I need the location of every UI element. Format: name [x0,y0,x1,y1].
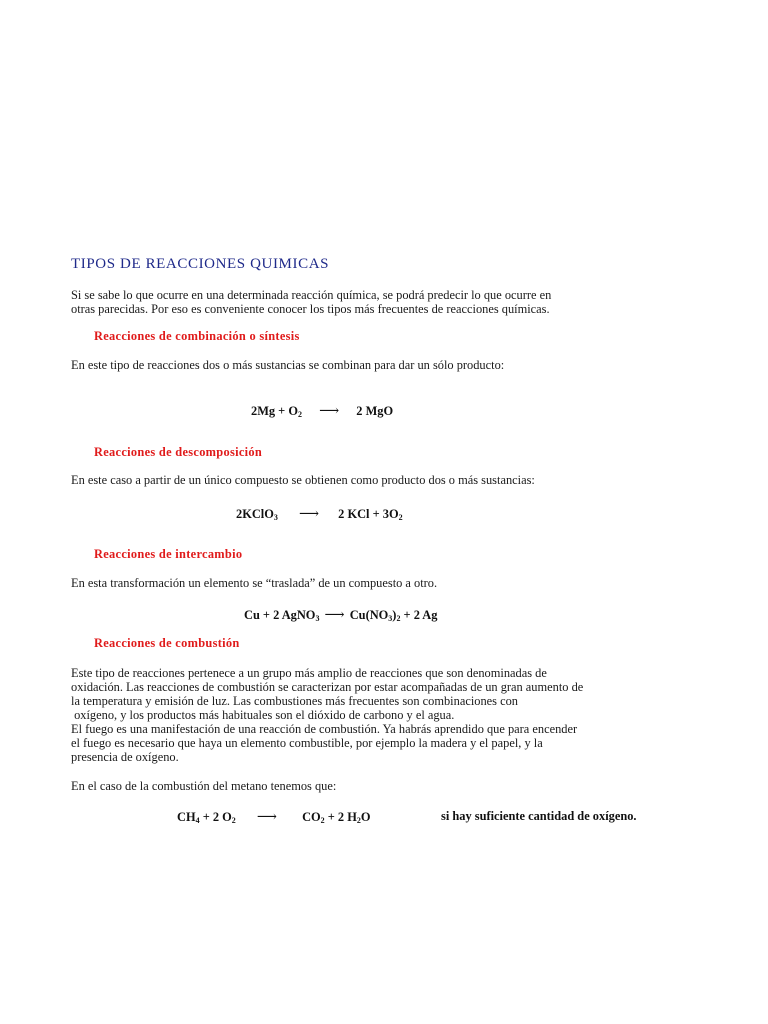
section-text-synthesis: En este tipo de reacciones dos o más sustancias se combinan para dar un sólo producto: [71,358,505,372]
equation-rhs: ) [392,608,397,622]
subscript: 2 [396,614,401,623]
combustion-line: oxidación. Las reacciones de combustión se caracterizan por estar acompañadas de un gran aumento de [71,680,584,694]
equation-rhs: + 2 Ag [400,608,438,622]
subscript: 4 [195,816,200,825]
methane-intro: En el caso de la combustión del metano tenemos que: [71,779,337,793]
equation-rhs: 2 KCl + 3O [338,507,399,521]
combustion-line: presencia de oxígeno. [71,750,179,764]
equation-combustion [177,809,371,826]
equation-exchange [244,607,437,624]
section-text-decomposition: En este caso a partir de un único compuesto se obtienen como producto dos o más sustancias: [71,473,535,487]
combustion-line: la temperatura y emisión de luz. Las combustiones más frecuentes son combinaciones con [71,694,518,708]
combustion-line: El fuego es una manifestación de una reacción de combustión. Ya habrás aprendido que para encender [71,722,578,736]
equation-rhs: + 2 H [324,810,357,824]
subscript: 2 [231,816,236,825]
section-heading-decomposition: Reacciones de descomposición [94,445,263,459]
equation-rhs: O [360,810,371,824]
section-heading-combustion: Reacciones de combustión [94,636,240,650]
combustion-line: oxígeno, y los productos más habituales son el dióxido de carbono y el agua. [71,708,455,722]
subscript: 2 [320,816,325,825]
equation-rhs: Cu(NO [349,608,389,622]
reaction-arrow: ⟶ [319,404,340,419]
reaction-arrow: ⟶ [324,608,345,623]
subscript: 2 [398,513,403,522]
intro-line: Si se sabe lo que ocurre en una determinada reacción química, se podrá predecir lo que ocurre en [71,288,552,302]
page-title: TIPOS DE REACCIONES QUIMICAS [71,256,330,272]
subscript: 3 [388,614,393,623]
intro-line: otras parecidas. Por eso es conveniente conocer los tipos más frecuentes de reacciones químicas. [71,302,550,316]
equation-lhs: 2KClO [236,507,274,521]
equation-lhs: Cu + 2 AgNO [244,608,316,622]
section-heading-synthesis: Reacciones de combinación o síntesis [94,329,300,343]
equation-lhs: + 2 O [199,810,232,824]
equation-lhs: 2Mg + O [251,404,298,418]
subscript: 3 [273,513,278,522]
combustion-line: el fuego es necesario que haya un elemento combustible, por ejemplo la madera y el papel, y la [71,736,543,750]
subscript: 2 [297,410,302,419]
section-text-combustion [71,666,711,764]
equation-lhs: CH [177,810,196,824]
reaction-arrow: ⟶ [256,810,277,825]
equation-synthesis [251,403,393,420]
combustion-condition-note: si hay suficiente cantidad de oxígeno. [441,809,637,823]
section-heading-exchange: Reacciones de intercambio [94,547,243,561]
reaction-arrow: ⟶ [298,507,320,522]
intro-paragraph [71,288,711,316]
combustion-line: Este tipo de reacciones pertenece a un grupo más amplio de reacciones que son denominadas de [71,666,547,680]
equation-decomposition [236,506,403,523]
subscript: 3 [315,614,320,623]
equation-rhs: CO [302,810,321,824]
section-text-exchange: En esta transformación un elemento se “traslada” de un compuesto a otro. [71,576,438,590]
subscript: 2 [356,816,361,825]
equation-rhs: 2 MgO [356,404,394,418]
